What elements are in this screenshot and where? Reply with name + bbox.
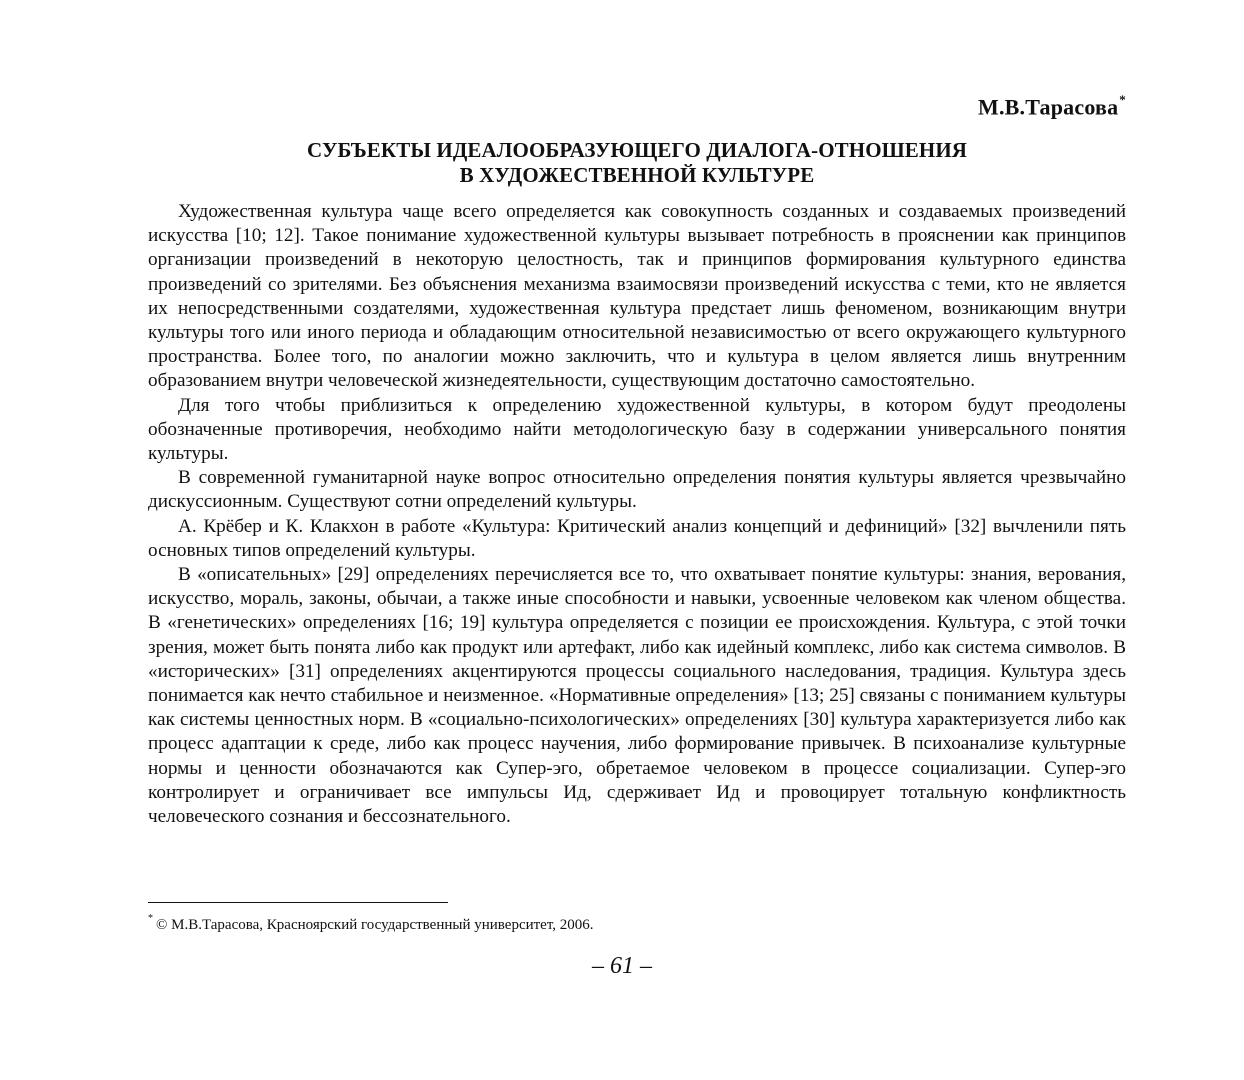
author-name-text: М.В.Тарасова	[977, 94, 1119, 120]
body-paragraph-3: В современной гуманитарной науке вопрос относительно определения понятия культуры является чрезвычайно дискуссионным. Существуют сотни определений культуры.	[148, 467, 1126, 513]
article-title-line-2: В ХУДОЖЕСТВЕННОЙ КУЛЬТУРЕ	[459, 163, 815, 187]
body-paragraph-5: В «описательных» [29] определениях перечисляется все то, что охватывает понятие культуры: знания, верования, искусство, мораль, законы, обычаи, а также иные способности и навыки, усвоенные человеком как членом общества. В «генетических» определениях [16; 19] культура определяется с позиции ее происхождения. Культура, с этой точки зрения, может быть понята либо как продукт или артефакт, либо как идейный комплекс, либо как система символов. В «исторических» [31] определениях акцентируются процессы социального наследования, традиция. Культура здесь понимается как нечто стабильное и неизменное. «Нормативные определения» [13; 25] связаны с пониманием культуры как системы ценностных норм. В «социально-психологических» определениях [30] культура характеризуется либо как процесс адаптации к среде, либо как процесс научения, либо формирование привычек. В психоанализе культурные нормы и ценности обозначаются как Супер-эго, обретаемое человеком в процессе социализации. Супер-эго контролирует и ограничивает все импульсы Ид, сдерживает Ид и провоцирует тотальную конфликтность человеческого сознания и бессознательного.	[148, 564, 1126, 828]
author-footnote-mark: *	[1119, 92, 1126, 107]
article-body	[148, 200, 1126, 829]
body-paragraph-4: А. Крёбер и К. Клакхон в работе «Культура: Критический анализ концепций и дефиниций» [32] вычленили пять основных типов определений культуры.	[148, 515, 1126, 561]
article-title	[148, 138, 1126, 188]
page-number: – 61 –	[592, 953, 652, 979]
footnote	[148, 911, 594, 935]
author-name	[978, 94, 1126, 120]
body-paragraph-2: Для того чтобы приблизиться к определению художественной культуры, в котором будут преодолены обозначенные противоречия, необходимо найти методологическую базу в содержании универсального понятия культуры.	[148, 394, 1126, 465]
article-title-line-1: СУБЪЕКТЫ ИДЕАЛООБРАЗУЮЩЕГО ДИАЛОГА-ОТНОШЕНИЯ	[306, 138, 968, 162]
footnote-text: © М.В.Тарасова, Красноярский государственный университет, 2006.	[156, 917, 594, 933]
footnote-mark: *	[148, 913, 153, 924]
body-paragraph-1: Художественная культура чаще всего определяется как совокупность созданных и создаваемых произведений искусства [10; 12]. Такое понимание художественной культуры вызывает потребность в прояснении как принципов организации произведений в некоторую целостность, так и принципов формирования культурного единства произведений со зрителями. Без объяснения механизма взаимосвязи произведений искусства с теми, кто не является их непосредственными создателями, художественная культура предстает лишь феноменом, возникающим внутри культуры того или иного периода и обладающим относительной независимостью от всего окружающего культурного пространства. Более того, по аналогии можно заключить, что и культура в целом является лишь внутренним образованием внутри человеческой жизнедеятельности, существующим достаточно самостоятельно.	[148, 201, 1126, 392]
footnote-divider	[148, 902, 448, 903]
